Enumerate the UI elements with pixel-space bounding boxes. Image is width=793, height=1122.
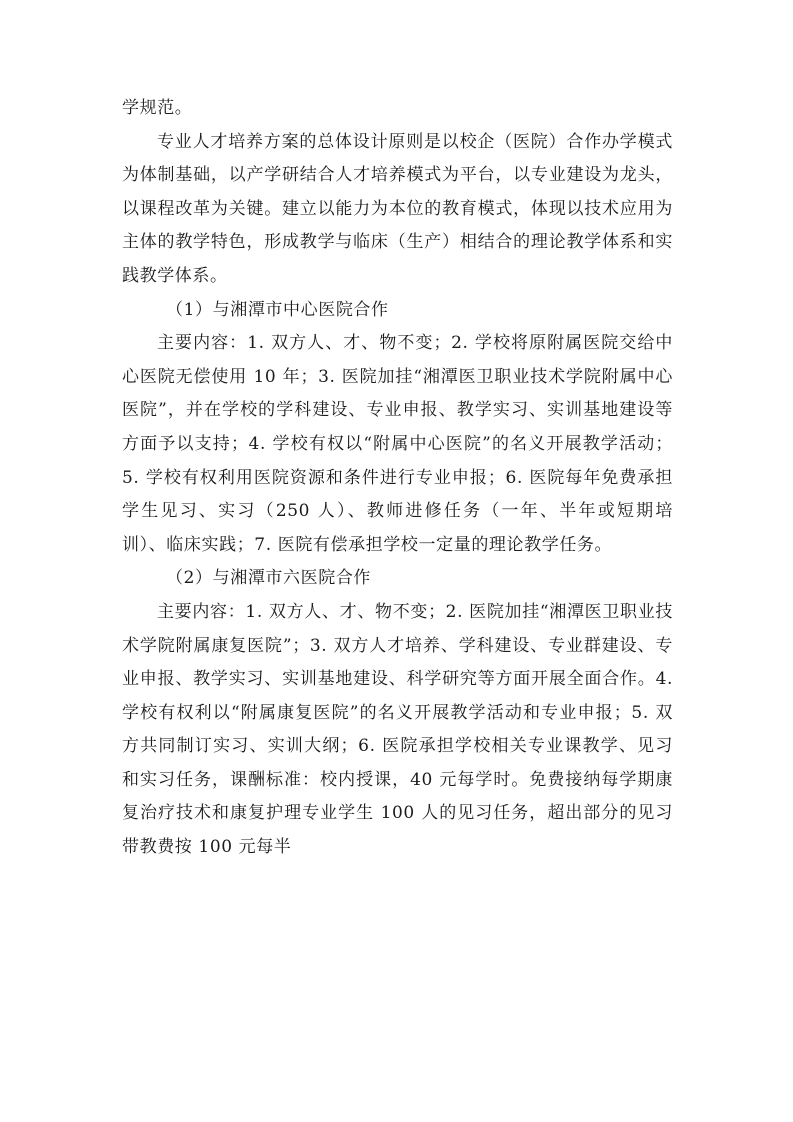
paragraph-design-principle: 专业人才培养方案的总体设计原则是以校企（医院）合作办学模式为体制基础，以产学研结合人才培养模式为平台，以专业建设为龙头，以课程改革为关键。建立以能力为本位的教育模式，体现以技术应用为主体的教学特色，形成教学与临床（生产）相结合的理论教学体系和实践教学体系。 (122, 131, 673, 286)
paragraph-central-hospital-content: 主要内容：1. 双方人、才、物不变；2. 学校将原附属医院交给中心医院无偿使用 10 年；3. 医院加挂“湘潭医卫职业技术学院附属中心医院”，并在学校的学科建设、专业申报、教学实习、实训基地建设等方面予以支持；4. 学校有权以“附属中心医院”的名义开展教学活动；5. 学校有权利用医院资源和条件进行专业申报；6. 医院每年免费承担学生见习、实习（250 人）、教师进修任务（一年、半年或短期培训）、临床实践；7. 医院有偿承担学校一定量的理论教学任务。 (122, 333, 673, 555)
heading-central-hospital: （1）与湘潭市中心医院合作 (166, 299, 389, 320)
heading-sixth-hospital: （2）与湘潭市六医院合作 (166, 568, 372, 589)
paragraph-sixth-hospital-content: 主要内容：1. 双方人、才、物不变；2. 医院加挂“湘潭医卫职业技术学院附属康复医院”；3. 双方人才培养、学科建设、专业群建设、专业申报、教学实习、实训基地建设、科学研究等方面开展全面合作。4. 学校有权利以“附属康复医院”的名义开展教学活动和专业申报；5. 双方共同制订实习、实训大纲；6. 医院承担学校相关专业课教学、见习和实习任务，课酬标准：校内授课，40 元每学时。免费接纳每学期康复治疗技术和康复护理专业学生 100 人的见习任务，超出部分的见习带教费按 100 元每半 (122, 601, 673, 858)
document-body (122, 92, 673, 865)
paragraph-continuation: 学规范。 (122, 98, 193, 118)
